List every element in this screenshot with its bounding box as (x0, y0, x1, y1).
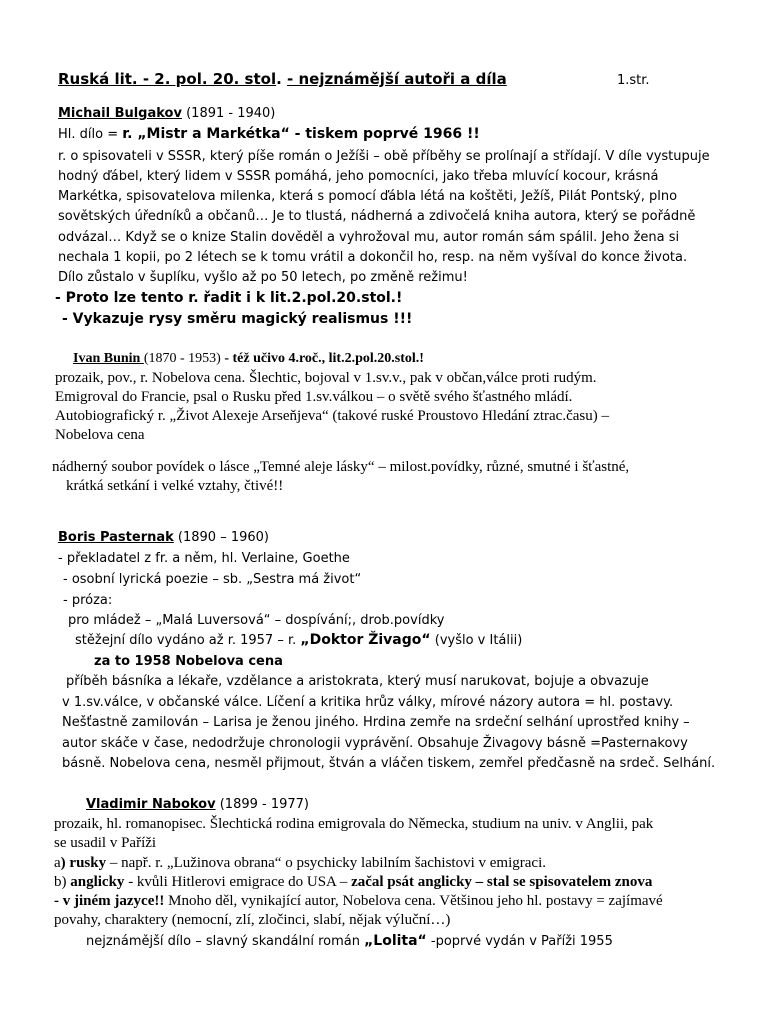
paragraph-line: r. o spisovateli v SSSR, který píše román o Ježíši – obě příběhy se prolínají a střídají. V díle vystupuje (58, 149, 710, 164)
paragraph-line: autor skáče v čase, nedodržuje chronologii vyprávění. Obsahuje Živagovy básně =Pasternakovy (62, 736, 688, 751)
list-item: pro mládež – „Malá Luversová“ – dospívání;, drob.povídky (68, 613, 445, 628)
main-work-line (75, 632, 522, 648)
paragraph-line (54, 855, 546, 872)
main-work-line (86, 933, 613, 949)
text-span: Mnoho děl, vynikající autor, Nobelova cena. Většinou jeho hl. postavy = zajímavé (164, 893, 663, 909)
paragraph-line: v 1.sv.válce, v občanské válce. Líčení a kritika hrůz války, mírové názory autora = hl. postavy. (62, 695, 674, 710)
author-name: Vladimir Nabokov (86, 797, 216, 812)
paragraph-line: sovětských úředníků a občanů… Je to tlustá, nádherná a zdivočelá kniha autora, který se pořádně (58, 209, 696, 224)
bulgakov-main-work (58, 126, 480, 142)
bulgakov-heading (58, 106, 275, 121)
paragraph-line: příběh básníka a lékaře, vzdělance a aristokrata, který musí narukovat, bojuje a obvazuje (66, 674, 649, 689)
nabokov-heading (86, 797, 309, 812)
list-item: - osobní lyrická poezie – sb. „Sestra má život“ (63, 572, 362, 587)
paragraph-line: odvázal… Když se o knize Stalin dověděl a vyhrožoval mu, autor román sám spálil. Jeho žena si (58, 230, 680, 245)
emphasis: - v jiném jazyce!! (54, 893, 165, 909)
paragraph-line: krátká setkání i velké vztahy, čtivé!! (66, 478, 284, 494)
page-title (58, 70, 507, 88)
paragraph-line: básně. Nobelova cena, nesměl přijmout, štván a vláčen tiskem, zemřel předčasně na srdeč. Selhání. (62, 756, 716, 771)
text-span: - kvůli Hitlerovi emigrace do USA – (124, 874, 352, 890)
author-years: (1870 - 1953) (143, 351, 221, 366)
author-note: - též učivo 4.roč., lit.2.pol.20.stol.! (220, 351, 424, 366)
paragraph-line: Markétka, spisovatelova milenka, která s pomocí ďábla létá na koštěti, Ježíš, Pilát Pontský, plno (58, 189, 678, 204)
emphasis: ) rusky (60, 855, 107, 871)
text-span: Hl. dílo = (58, 127, 123, 142)
text-span: -poprvé vydán v Paříži 1955 (426, 934, 613, 949)
award-line: za to 1958 Nobelova cena (94, 654, 283, 669)
paragraph-line: nechala 1 kopii, po 2 létech se k tomu vrátil a dokončil ho, resp. na něm vyšíval do konce života. (58, 250, 688, 265)
paragraph-line: hodný ďábel, který lidem v SSSR pomáhá, jeho pomocníci, jako třeba mluvící kocour, krásná (58, 169, 659, 184)
paragraph-line (54, 874, 652, 891)
paragraph-line: prozaik, pov., r. Nobelova cena. Šlechtic, bojoval v 1.sv.v., pak v občan,válce proti rudým. (55, 370, 597, 386)
paragraph-line: nádherný soubor povídek o lásce „Temné aleje lásky“ – milost.povídky, různé, smutné i šťastné, (52, 459, 630, 475)
text-span: b) (54, 874, 71, 890)
text-span: stěžejní dílo vydáno až r. 1957 – r. (75, 633, 301, 648)
bullet-item: - Vykazuje rysy směru magický realismus !!! (62, 311, 413, 327)
text-span: (vyšlo v Itálii) (430, 633, 523, 648)
author-name: Boris Pasternak (58, 530, 174, 545)
work-title: r. „Mistr a Markétka“ - tiskem poprvé 1966 !! (122, 126, 480, 142)
text-span: nejznámější dílo – slavný skandální román (86, 934, 365, 949)
work-title: „Doktor Živago“ (300, 632, 431, 648)
author-years: (1891 - 1940) (181, 106, 276, 121)
paragraph-line: Nobelova cena (55, 427, 145, 443)
author-years: (1899 - 1977) (215, 797, 309, 812)
title-part-3: - nejznámější autoři a díla (287, 70, 507, 88)
author-name: Michail Bulgakov (58, 106, 182, 121)
author-name: Ivan Bunin (73, 351, 144, 366)
paragraph-line: Dílo zůstalo v šuplíku, vyšlo až po 50 letech, po změně režimu! (58, 270, 468, 285)
list-item: - překladatel z fr. a něm, hl. Verlaine, Goethe (58, 551, 350, 566)
pasternak-heading (58, 530, 269, 545)
paragraph-line: prozaik, hl. romanopisec. Šlechtická rodina emigrovala do Německa, studium na univ. v Anglii, pak (54, 816, 654, 832)
paragraph-line (54, 893, 663, 910)
paragraph-line: Nešťastně zamilován – Larisa je ženou jiného. Hrdina zemře na srdeční selhání uprostřed knihy – (62, 715, 690, 730)
paragraph-line: povahy, charaktery (nemocní, zlí, zločinci, slabí, nějak výluční…) (54, 912, 451, 928)
text-span: a (54, 855, 61, 871)
list-item: - próza: (63, 593, 113, 608)
bullet-item: - Proto lze tento r. řadit i k lit.2.pol.20.stol.! (55, 290, 403, 306)
paragraph-line: se usadil v Paříži (54, 835, 157, 851)
page-number: 1.str. (617, 73, 650, 88)
author-years: (1890 – 1960) (173, 530, 269, 545)
title-part-1: Ruská lit. - 2. pol. 20. stol (58, 70, 277, 88)
paragraph-line: Autobiografický r. „Život Alexeje Arseňjeva“ (takové ruské Proustovo Hledání ztrac.času) – (55, 408, 609, 424)
emphasis: začal psát anglicky – stal se spisovatelem znova (351, 874, 653, 890)
text-span: – např. r. „Lužinova obrana“ o psychicky labilním šachistovi v emigraci. (106, 855, 546, 871)
work-title: „Lolita“ (364, 933, 427, 949)
emphasis: anglicky (70, 874, 125, 890)
bunin-heading (73, 351, 424, 367)
title-part-2: . (276, 70, 288, 88)
paragraph-line: Emigroval do Francie, psal o Rusku před 1.sv.válkou – o světě svého šťastného mládí. (55, 389, 573, 405)
